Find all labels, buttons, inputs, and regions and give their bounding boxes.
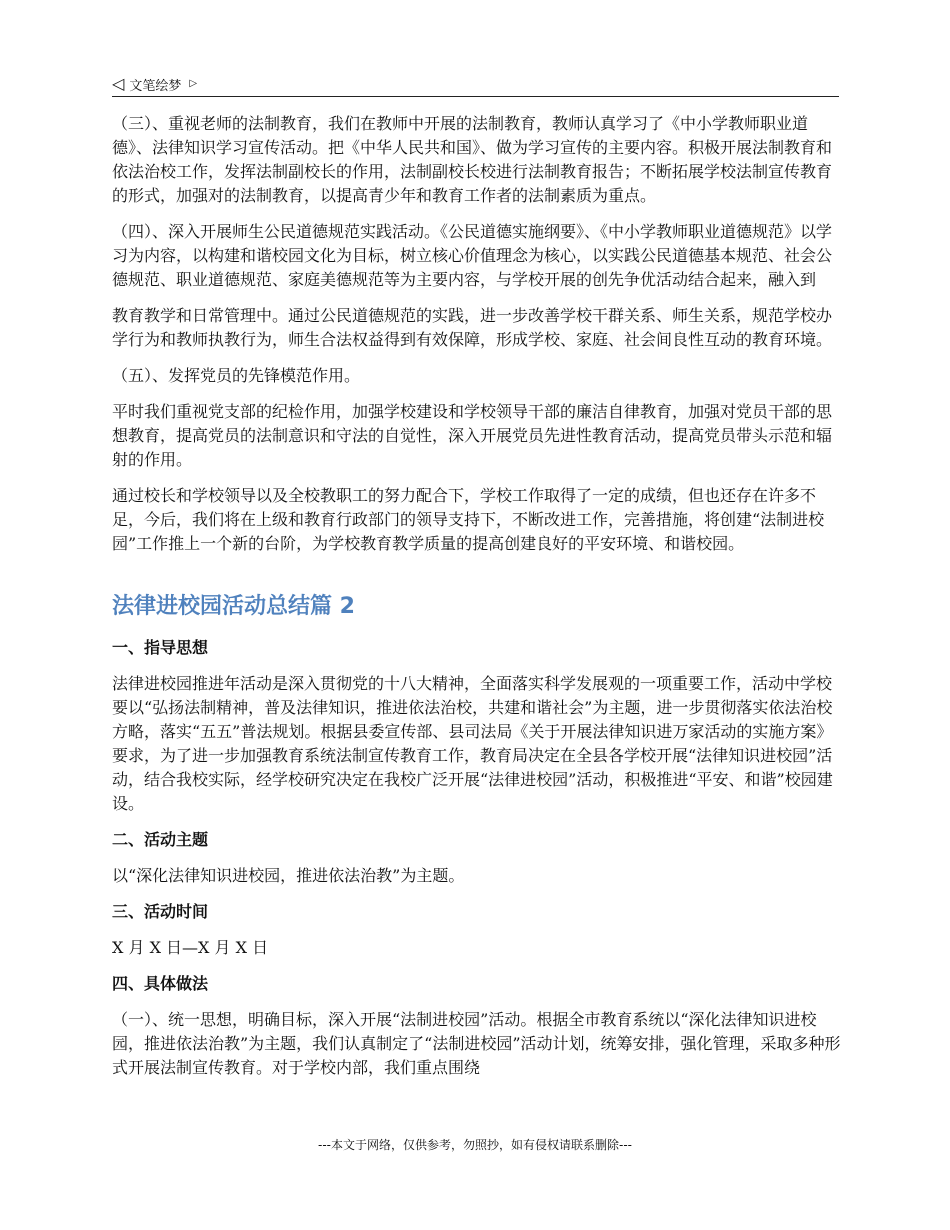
subsection-heading: 二、活动主题 — [112, 830, 209, 849]
subsection-heading: 三、活动时间 — [112, 902, 209, 921]
paragraph: 平时我们重视党支部的纪检作用，加强学校建设和学校领导干部的廉洁自律教育，加强对党员干部的思想教育，提高党员的法制意识和守法的自觉性，深入开展党员先进性教育活动，提高党员带头示范和辐射的作用。 — [112, 402, 833, 469]
paragraph: 法律进校园推进年活动是深入贯彻党的十八大精神，全面落实科学发展观的一项重要工作，活动中学校要以“弘扬法制精神，普及法律知识，推进依法治校，共建和谐社会”为主题，进一步贯彻落实依法治校方略，落实“五五”普法规划。根据县委宣传部、县司法局《关于开展法律知识进万家活动的实施方案》要求，为了进一步加强教育系统法制宣传教育工作，教育局决定在全县各学校开展“法律知识进校园”活动，结合我校实际，经学校研究决定在我校广泛开展“法律进校园”活动，积极推进“平安、和谐”校园建设。 — [112, 674, 833, 813]
page-header — [112, 72, 839, 97]
subsection-heading: 四、具体做法 — [112, 974, 209, 993]
paragraph: 通过校长和学校领导以及全校教职工的努力配合下，学校工作取得了一定的成绩，但也还存在许多不足，今后，我们将在上级和教育行政部门的领导支持下，不断改进工作，完善措施，将创建“法制进校园”工作推上一个新的台阶，为学校教育教学质量的提高创建良好的平安环境、和谐校园。 — [112, 486, 825, 553]
header-title: 文笔绘梦 — [129, 78, 182, 94]
triangle-right-icon: ▷ — [189, 78, 198, 89]
triangle-left-icon: ◁ — [112, 74, 125, 93]
document-body — [112, 112, 842, 1092]
paragraph: 教育教学和日常管理中。通过公民道德规范的实践，进一步改善学校干群关系、师生关系，规范学校办学行为和教师执教行为，师生合法权益得到有效保障，形成学校、家庭、社会间良性互动的教育环境。 — [112, 306, 833, 349]
paragraph: （三）、重视老师的法制教育，我们在教师中开展的法制教育，教师认真学习了《中小学教师职业道德》、法律知识学习宣传活动。把《中华人民共和国》、做为学习宣传的主要内容。积极开展法制教育和依法治校工作，发挥法制副校长的作用，法制副校长校进行法制教育报告；不断拓展学校法制宣传教育的形式，加强对的法制教育，以提高青少年和教育工作者的法制素质为重点。 — [112, 114, 833, 205]
paragraph: （四）、深入开展师生公民道德规范实践活动。《公民道德实施纲要》、《中小学教师职业道德规范》以学习为内容，以构建和谐校园文化为目标，树立核心价值理念为核心，以实践公民道德基本规范、社会公德规范、职业道德规范、家庭美德规范等为主要内容，与学校开展的创先争优活动结合起来，融入到 — [112, 222, 833, 289]
paragraph: X 月 X 日—X 月 X 日 — [112, 938, 269, 957]
section-title: 法律进校园活动总结篇 2 — [112, 594, 355, 619]
paragraph: （一）、统一思想，明确目标，深入开展“法制进校园”活动。根据全市教育系统以“深化法律知识进校园，推进依法治教”为主题，我们认真制定了“法制进校园”活动计划，统筹安排，强化管理，采取多种形式开展法制宣传教育。对于学校内部，我们重点围绕 — [112, 1010, 841, 1077]
subsection-heading: 一、指导思想 — [112, 638, 209, 657]
page-footer: ---本文于网络，仅供参考，勿照抄，如有侵权请联系删除--- — [318, 1138, 632, 1152]
paragraph: 以“深化法律知识进校园，推进依法治教”为主题。 — [112, 866, 465, 885]
paragraph: （五）、发挥党员的先锋模范作用。 — [112, 366, 361, 385]
